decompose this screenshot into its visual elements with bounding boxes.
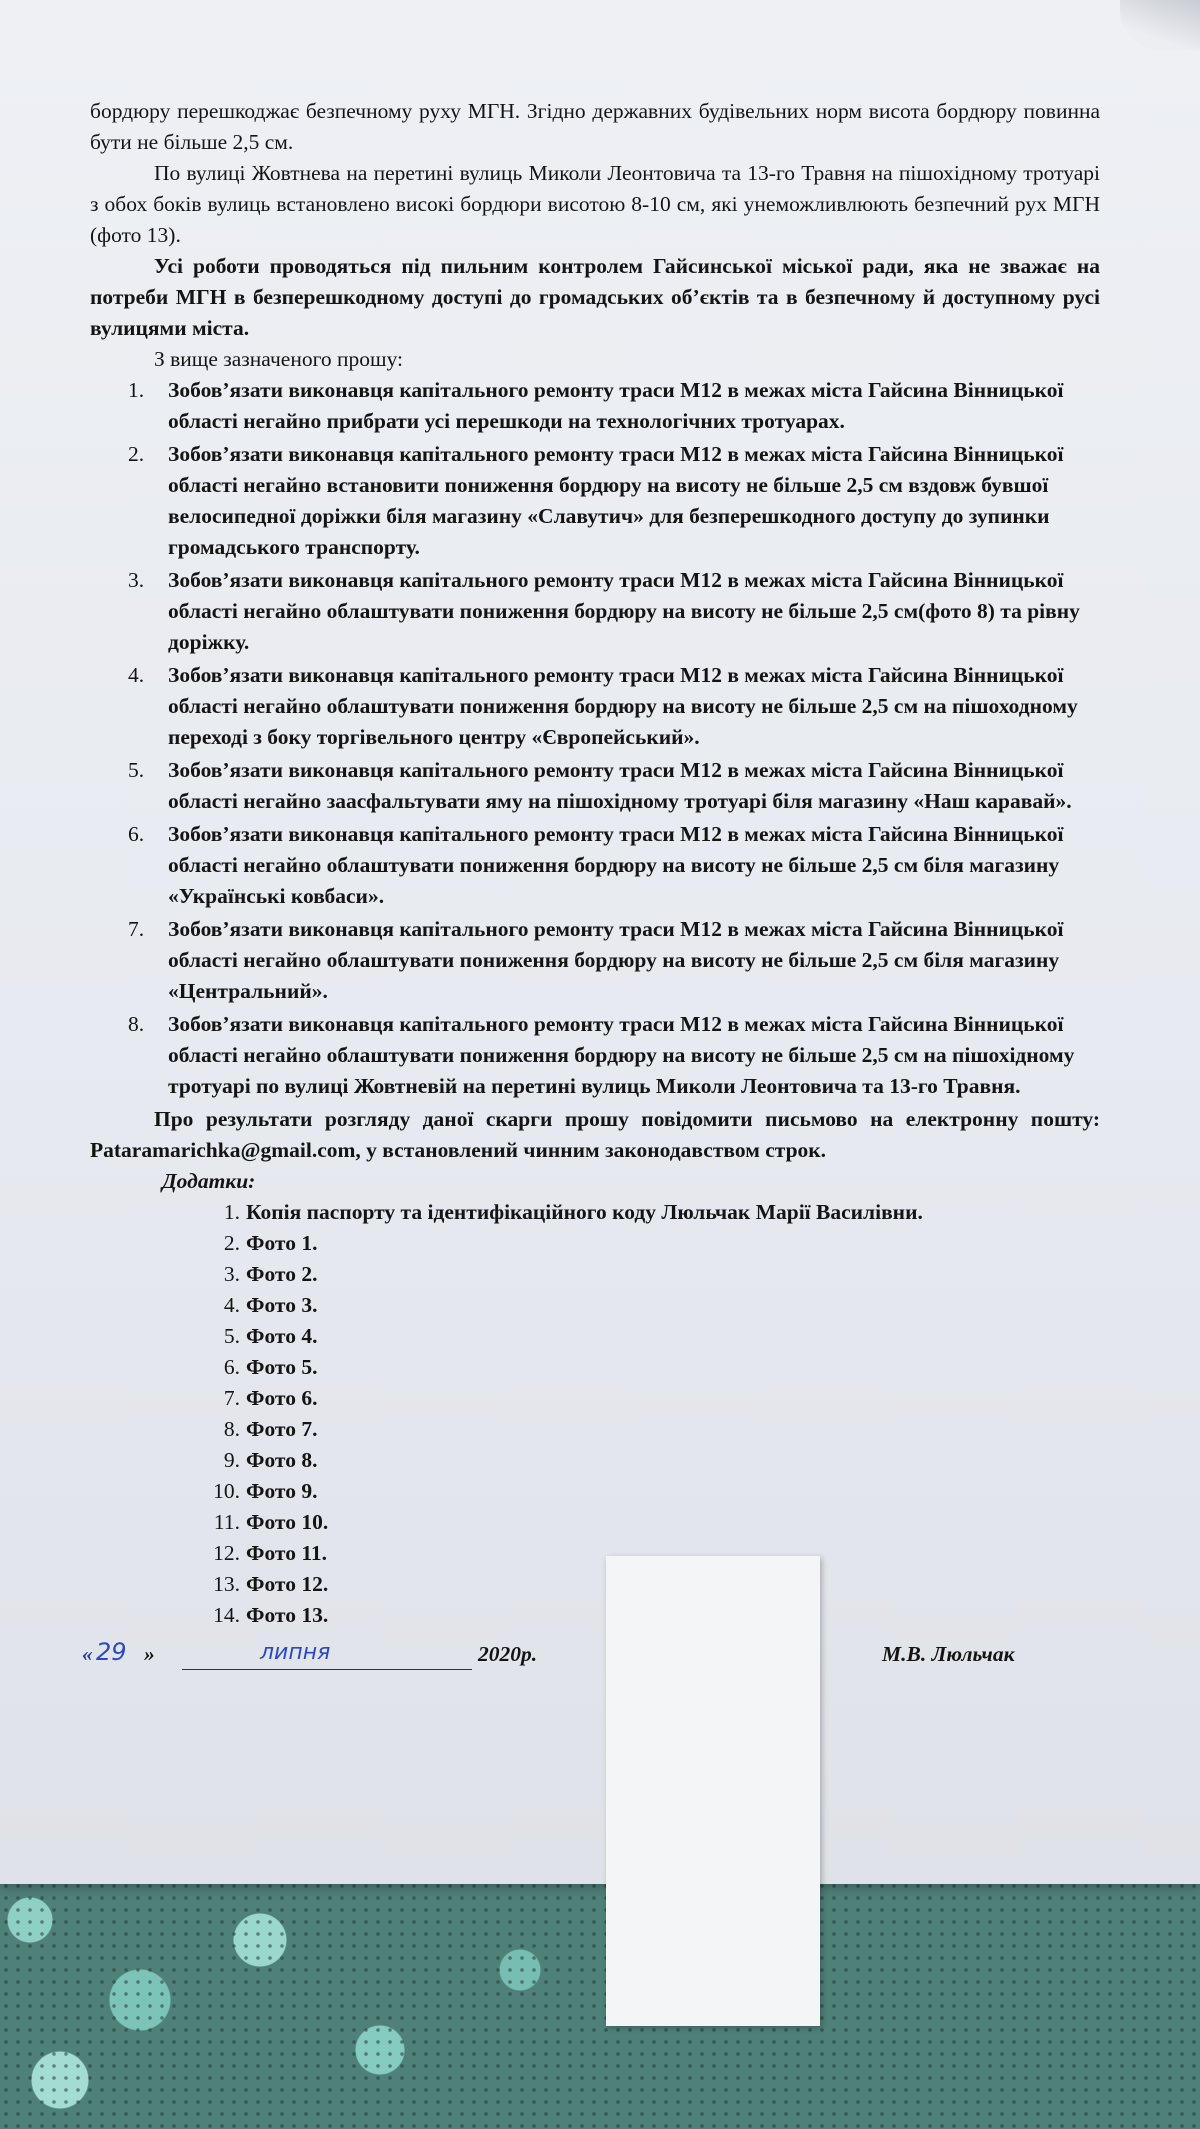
attachment-item-text: Фото 7. [246, 1417, 318, 1441]
attachments-list [90, 1197, 1100, 1631]
request-item [90, 755, 1100, 817]
request-item-text: Зобов’язати виконавця капітального ремонту траси М12 в межах міста Гайсина Вінницької області негайно облаштувати пониження бордюру на висоту не більше 2,5 см біля магазину «Українські ковбаси». [168, 822, 1064, 908]
signatory-name: М.В. Люльчак [882, 1642, 1015, 1666]
request-item [90, 819, 1100, 912]
attachment-item [90, 1321, 1100, 1352]
attachment-item-number: 13. [213, 1572, 240, 1596]
attachment-item [90, 1445, 1100, 1476]
attachment-item-text: Копія паспорту та ідентифікаційного коду Люльчак Марії Василівни. [246, 1200, 923, 1224]
attachment-item [90, 1383, 1100, 1414]
attachment-item-text: Фото 2. [246, 1262, 318, 1286]
attachment-item-number: 2. [223, 1231, 240, 1255]
request-item-number: 8. [128, 1012, 145, 1036]
request-item [90, 1009, 1100, 1102]
attachment-item [90, 1507, 1100, 1538]
fabric-background [0, 1880, 1200, 2129]
attachment-item-number: 11. [213, 1510, 240, 1534]
date-close-quote: » [144, 1642, 155, 1666]
attachment-item-text: Фото 4. [246, 1324, 318, 1348]
date-month: липня [182, 1640, 472, 1670]
attachment-item-text: Фото 8. [246, 1448, 318, 1472]
request-intro: З вище зазначеного прошу: [154, 347, 404, 371]
request-list [90, 375, 1100, 1102]
attachment-item-text: Фото 13. [246, 1603, 329, 1627]
attachment-item-number: 3. [223, 1262, 240, 1286]
request-item-number: 6. [128, 822, 145, 846]
attachment-item [90, 1569, 1100, 1600]
attachment-item-number: 1. [223, 1200, 240, 1224]
attachment-item-text: Фото 6. [246, 1386, 318, 1410]
attachment-item [90, 1197, 1100, 1228]
attachment-item-text: Фото 3. [246, 1293, 318, 1317]
attachment-item [90, 1352, 1100, 1383]
date-open-quote: « [82, 1642, 93, 1666]
paragraph-1: бордюру перешкоджає безпечному руху МГН. Згідно державних будівельних норм висота бордюру повинна бути не більше 2,5 см. [90, 99, 1100, 154]
paragraph-2: По вулиці Жовтнева на перетині вулиць Миколи Леонтовича та 13-го Травня на пішохідному тротуарі з обох боків вулиць встановлено високі бордюри висотою 8-10 см, які унеможливлюють безпечний рух МГН (фото 13). [90, 161, 1100, 247]
attachment-item-number: 10. [213, 1479, 240, 1503]
attachment-item [90, 1476, 1100, 1507]
attachment-item [90, 1414, 1100, 1445]
attachment-item-number: 12. [213, 1541, 240, 1565]
request-item-text: Зобов’язати виконавця капітального ремонту траси М12 в межах міста Гайсина Вінницької області негайно заасфальтувати яму на пішохідному тротуарі біля магазину «Наш каравай». [168, 758, 1072, 813]
request-item-text: Зобов’язати виконавця капітального ремонту траси М12 в межах міста Гайсина Вінницької області негайно встановити пониження бордюру на висоту не більше 2,5 см вздовж бувшої велосипедної доріжки біля магазину «Славутич» для безперешкодного доступу до зупинки громадського транспорту. [168, 442, 1064, 559]
attachment-item [90, 1290, 1100, 1321]
attachment-item-number: 7. [223, 1386, 240, 1410]
request-item-text: Зобов’язати виконавця капітального ремонту траси М12 в межах міста Гайсина Вінницької області негайно облаштувати пониження бордюру на висоту не більше 2,5 см на пішоходному переході з боку торгівельного центру «Європейський». [168, 663, 1078, 749]
request-item-number: 1. [128, 378, 145, 402]
attachment-item-text: Фото 10. [246, 1510, 329, 1534]
request-item-text: Зобов’язати виконавця капітального ремонту траси М12 в межах міста Гайсина Вінницької області негайно облаштувати пониження бордюру на висоту не більше 2,5 см біля магазину «Центральний». [168, 917, 1064, 1003]
attachment-item [90, 1228, 1100, 1259]
attachment-item [90, 1259, 1100, 1290]
attachment-item-number: 14. [213, 1603, 240, 1627]
request-item [90, 439, 1100, 563]
closing-paragraph: Про результати розгляду даної скарги прошу повідомити письмово на електронну пошту: Pataramarichka@gmail.com, у встановлений чинним законодавством строк. [90, 1107, 1100, 1162]
signature-row [82, 1638, 1102, 1682]
request-item-number: 7. [128, 917, 145, 941]
attachment-item-text: Фото 11. [246, 1541, 328, 1565]
request-item-text: Зобов’язати виконавця капітального ремонту траси М12 в межах міста Гайсина Вінницької області негайно облаштувати пониження бордюру на висоту не більше 2,5 см(фото 8) та рівну доріжку. [168, 568, 1080, 654]
request-item [90, 914, 1100, 1007]
attachments-title: Додатки: [162, 1169, 256, 1193]
attachment-item-number: 9. [223, 1448, 240, 1472]
attachment-item-number: 5. [223, 1324, 240, 1348]
attachment-item-number: 4. [223, 1293, 240, 1317]
attachment-item-text: Фото 1. [246, 1231, 318, 1255]
request-item-text: Зобов’язати виконавця капітального ремонту траси М12 в межах міста Гайсина Вінницької області негайно прибрати усі перешкоди на технологічних тротуарах. [168, 378, 1064, 433]
attachment-item-number: 8. [223, 1417, 240, 1441]
request-item-number: 3. [128, 568, 145, 592]
date-day: 29 [96, 1638, 127, 1666]
attachment-item-text: Фото 12. [246, 1572, 329, 1596]
attachment-item-number: 6. [223, 1355, 240, 1379]
request-item-text: Зобов’язати виконавця капітального ремонту траси М12 в межах міста Гайсина Вінницької області негайно облаштувати пониження бордюру на висоту не більше 2,5 см на пішохідному тротуарі по вулиці Жовтневій на перетині вулиць Миколи Леонтовича та 13-го Травня. [168, 1012, 1075, 1098]
paragraph-3: Усі роботи проводяться під пильним контролем Гайсинської міської ради, яка не зважає на потреби МГН в безперешкодному доступі до громадських об’єктів та в безпечному й доступному русі вулицями міста. [90, 254, 1100, 340]
attachment-item-text: Фото 9. [246, 1479, 318, 1503]
document-body [90, 96, 1100, 1631]
request-item-number: 4. [128, 663, 145, 687]
request-item [90, 565, 1100, 658]
date-year: 2020р. [478, 1642, 538, 1666]
paper-tab [606, 1556, 820, 2026]
paper-corner [1120, 0, 1200, 50]
attachment-item [90, 1538, 1100, 1569]
attachment-item-text: Фото 5. [246, 1355, 318, 1379]
request-item [90, 375, 1100, 437]
request-item [90, 660, 1100, 753]
attachment-item [90, 1600, 1100, 1631]
request-item-number: 5. [128, 758, 145, 782]
request-item-number: 2. [128, 442, 145, 466]
